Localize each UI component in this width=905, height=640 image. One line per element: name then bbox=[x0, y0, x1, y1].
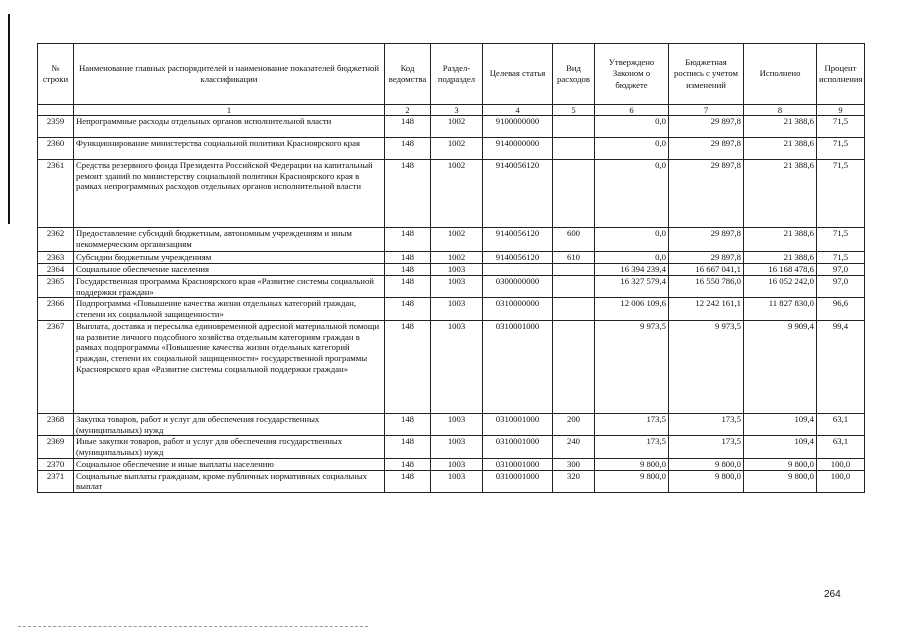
target-article: 0310001000 bbox=[483, 436, 553, 458]
expense-type: 300 bbox=[553, 458, 595, 470]
target-article: 0310000000 bbox=[483, 298, 553, 320]
dept-code: 148 bbox=[385, 138, 431, 160]
row-number: 2369 bbox=[38, 436, 74, 458]
target-article: 9140056120 bbox=[483, 252, 553, 264]
target-article: 9140000000 bbox=[483, 138, 553, 160]
section-code: 1003 bbox=[431, 264, 483, 276]
revised-amount: 16 667 041,1 bbox=[669, 264, 744, 276]
execution-percent: 63,1 bbox=[817, 436, 865, 458]
target-article bbox=[483, 264, 553, 276]
column-number-row bbox=[38, 105, 865, 116]
executed-amount: 21 388,6 bbox=[744, 252, 817, 264]
target-article: 9140056120 bbox=[483, 228, 553, 252]
row-number: 2367 bbox=[38, 320, 74, 413]
approved-amount: 16 394 239,4 bbox=[595, 264, 669, 276]
table-row bbox=[38, 470, 865, 492]
row-number: 2370 bbox=[38, 458, 74, 470]
row-name: Социальное обеспечение и иные выплаты населению bbox=[74, 458, 385, 470]
executed-amount: 16 168 478,6 bbox=[744, 264, 817, 276]
column-number: 3 bbox=[431, 105, 483, 116]
row-name: Иные закупки товаров, работ и услуг для обеспечения государственных (муниципальных) нужд bbox=[74, 436, 385, 458]
dept-code: 148 bbox=[385, 298, 431, 320]
execution-percent: 71,5 bbox=[817, 116, 865, 138]
approved-amount: 16 327 579,4 bbox=[595, 276, 669, 298]
executed-amount: 21 388,6 bbox=[744, 228, 817, 252]
expense-type bbox=[553, 264, 595, 276]
table-row bbox=[38, 298, 865, 320]
row-number: 2363 bbox=[38, 252, 74, 264]
approved-amount: 0,0 bbox=[595, 116, 669, 138]
section-code: 1002 bbox=[431, 138, 483, 160]
row-name: Социальные выплаты гражданам, кроме публичных нормативных социальных выплат bbox=[74, 470, 385, 492]
revised-amount: 12 242 161,1 bbox=[669, 298, 744, 320]
revised-amount: 29 897,8 bbox=[669, 160, 744, 228]
row-name: Выплата, доставка и пересылка единовременной адресной материальной помощи на развитие личного подсобного хозяйства отдельным категориям граждан в рамках подпрограммы «Повышение качества жизни отдельных категорий граждан, степени их социальной защищенности» государственной программы Красноярского края «Развитие системы социальной поддержки граждан» bbox=[74, 320, 385, 413]
approved-amount: 9 800,0 bbox=[595, 458, 669, 470]
revised-amount: 9 800,0 bbox=[669, 470, 744, 492]
expense-type bbox=[553, 276, 595, 298]
executed-amount: 9 800,0 bbox=[744, 458, 817, 470]
execution-percent: 71,5 bbox=[817, 160, 865, 228]
approved-amount: 0,0 bbox=[595, 138, 669, 160]
table-row bbox=[38, 116, 865, 138]
target-article: 0310001000 bbox=[483, 470, 553, 492]
dept-code: 148 bbox=[385, 116, 431, 138]
expense-type bbox=[553, 138, 595, 160]
execution-percent: 100,0 bbox=[817, 458, 865, 470]
target-article: 0310001000 bbox=[483, 413, 553, 435]
target-article: 0310001000 bbox=[483, 320, 553, 413]
column-number: 9 bbox=[817, 105, 865, 116]
expense-type bbox=[553, 298, 595, 320]
target-article: 9100000000 bbox=[483, 116, 553, 138]
execution-percent: 96,6 bbox=[817, 298, 865, 320]
revised-amount: 173,5 bbox=[669, 413, 744, 435]
execution-percent: 71,5 bbox=[817, 228, 865, 252]
revised-amount: 29 897,8 bbox=[669, 252, 744, 264]
table-row bbox=[38, 413, 865, 435]
header-executed: Исполнено bbox=[744, 44, 817, 105]
row-name: Государственная программа Красноярского края «Развитие системы социальной поддержки граждан» bbox=[74, 276, 385, 298]
row-name: Предоставление субсидий бюджетным, автономным учреждениям и иным некоммерческим организациям bbox=[74, 228, 385, 252]
execution-percent: 99,4 bbox=[817, 320, 865, 413]
column-number: 7 bbox=[669, 105, 744, 116]
header-section: Раздел-подраздел bbox=[431, 44, 483, 105]
target-article: 0300000000 bbox=[483, 276, 553, 298]
target-article: 9140056120 bbox=[483, 160, 553, 228]
dept-code: 148 bbox=[385, 413, 431, 435]
revised-amount: 29 897,8 bbox=[669, 116, 744, 138]
executed-amount: 21 388,6 bbox=[744, 138, 817, 160]
executed-amount: 9 800,0 bbox=[744, 470, 817, 492]
expense-type bbox=[553, 160, 595, 228]
executed-amount: 11 827 830,0 bbox=[744, 298, 817, 320]
executed-amount: 9 909,4 bbox=[744, 320, 817, 413]
column-number: 8 bbox=[744, 105, 817, 116]
row-number: 2365 bbox=[38, 276, 74, 298]
row-number: 2368 bbox=[38, 413, 74, 435]
expense-type: 600 bbox=[553, 228, 595, 252]
row-name: Средства резервного фонда Президента Российской Федерации на капитальный ремонт зданий по министерству социальной политики Красноярского края в рамках непрограммных расходов отдельных органов исполнительной власти bbox=[74, 160, 385, 228]
table-row bbox=[38, 138, 865, 160]
column-number bbox=[38, 105, 74, 116]
row-name: Социальное обеспечение населения bbox=[74, 264, 385, 276]
expense-type bbox=[553, 116, 595, 138]
section-code: 1003 bbox=[431, 276, 483, 298]
dept-code: 148 bbox=[385, 264, 431, 276]
table-row bbox=[38, 252, 865, 264]
revised-amount: 9 973,5 bbox=[669, 320, 744, 413]
row-number: 2371 bbox=[38, 470, 74, 492]
executed-amount: 21 388,6 bbox=[744, 116, 817, 138]
approved-amount: 173,5 bbox=[595, 436, 669, 458]
dept-code: 148 bbox=[385, 276, 431, 298]
row-number: 2361 bbox=[38, 160, 74, 228]
expense-type: 240 bbox=[553, 436, 595, 458]
expense-type: 610 bbox=[553, 252, 595, 264]
column-number: 1 bbox=[74, 105, 385, 116]
header-target-article: Целевая статья bbox=[483, 44, 553, 105]
column-number: 4 bbox=[483, 105, 553, 116]
page-number: 264 bbox=[824, 589, 841, 600]
section-code: 1002 bbox=[431, 160, 483, 228]
table-header-row bbox=[38, 44, 865, 105]
dept-code: 148 bbox=[385, 458, 431, 470]
row-number: 2359 bbox=[38, 116, 74, 138]
row-name: Функционирование министерства социальной политики Красноярского края bbox=[74, 138, 385, 160]
table-row bbox=[38, 160, 865, 228]
table-row bbox=[38, 276, 865, 298]
execution-percent: 71,5 bbox=[817, 252, 865, 264]
header-expense-type: Вид расходов bbox=[553, 44, 595, 105]
dept-code: 148 bbox=[385, 436, 431, 458]
expense-type: 320 bbox=[553, 470, 595, 492]
header-revised: Бюджетная роспись с учетом изменений bbox=[669, 44, 744, 105]
budget-execution-table bbox=[37, 43, 865, 493]
section-code: 1003 bbox=[431, 470, 483, 492]
table-row bbox=[38, 320, 865, 413]
revised-amount: 9 800,0 bbox=[669, 458, 744, 470]
column-number: 6 bbox=[595, 105, 669, 116]
executed-amount: 109,4 bbox=[744, 413, 817, 435]
column-number: 2 bbox=[385, 105, 431, 116]
section-code: 1002 bbox=[431, 116, 483, 138]
table-row bbox=[38, 458, 865, 470]
execution-percent: 63,1 bbox=[817, 413, 865, 435]
dept-code: 148 bbox=[385, 470, 431, 492]
expense-type: 200 bbox=[553, 413, 595, 435]
footer-scan-line bbox=[18, 626, 368, 628]
approved-amount: 0,0 bbox=[595, 252, 669, 264]
section-code: 1003 bbox=[431, 413, 483, 435]
approved-amount: 9 800,0 bbox=[595, 470, 669, 492]
column-number: 5 bbox=[553, 105, 595, 116]
section-code: 1003 bbox=[431, 458, 483, 470]
executed-amount: 21 388,6 bbox=[744, 160, 817, 228]
section-code: 1002 bbox=[431, 252, 483, 264]
row-name: Подпрограмма «Повышение качества жизни отдельных категорий граждан, степени их социальной защищенности» bbox=[74, 298, 385, 320]
row-name: Закупка товаров, работ и услуг для обеспечения государственных (муниципальных) нужд bbox=[74, 413, 385, 435]
execution-percent: 71,5 bbox=[817, 138, 865, 160]
binding-edge-line bbox=[8, 14, 10, 224]
dept-code: 148 bbox=[385, 160, 431, 228]
executed-amount: 16 052 242,0 bbox=[744, 276, 817, 298]
table-row bbox=[38, 436, 865, 458]
section-code: 1003 bbox=[431, 298, 483, 320]
approved-amount: 12 006 109,6 bbox=[595, 298, 669, 320]
revised-amount: 29 897,8 bbox=[669, 228, 744, 252]
approved-amount: 0,0 bbox=[595, 160, 669, 228]
row-number: 2362 bbox=[38, 228, 74, 252]
table-row bbox=[38, 228, 865, 252]
section-code: 1003 bbox=[431, 320, 483, 413]
revised-amount: 29 897,8 bbox=[669, 138, 744, 160]
dept-code: 148 bbox=[385, 320, 431, 413]
row-name: Непрограммные расходы отдельных органов исполнительной власти bbox=[74, 116, 385, 138]
approved-amount: 0,0 bbox=[595, 228, 669, 252]
row-name: Субсидии бюджетным учреждениям bbox=[74, 252, 385, 264]
section-code: 1003 bbox=[431, 436, 483, 458]
expense-type bbox=[553, 320, 595, 413]
row-number: 2366 bbox=[38, 298, 74, 320]
header-name: Наименование главных распорядителей и наименование показателей бюджетной классификации bbox=[74, 44, 385, 105]
header-dept-code: Код ведомства bbox=[385, 44, 431, 105]
header-percent: Процент исполнения bbox=[817, 44, 865, 105]
header-row-number: № строки bbox=[38, 44, 74, 105]
executed-amount: 109,4 bbox=[744, 436, 817, 458]
table-row bbox=[38, 264, 865, 276]
target-article: 0310001000 bbox=[483, 458, 553, 470]
row-number: 2360 bbox=[38, 138, 74, 160]
execution-percent: 97,0 bbox=[817, 264, 865, 276]
approved-amount: 9 973,5 bbox=[595, 320, 669, 413]
header-approved: Утверждено Законом о бюджете bbox=[595, 44, 669, 105]
revised-amount: 173,5 bbox=[669, 436, 744, 458]
row-number: 2364 bbox=[38, 264, 74, 276]
dept-code: 148 bbox=[385, 228, 431, 252]
revised-amount: 16 550 786,0 bbox=[669, 276, 744, 298]
execution-percent: 97,0 bbox=[817, 276, 865, 298]
approved-amount: 173,5 bbox=[595, 413, 669, 435]
section-code: 1002 bbox=[431, 228, 483, 252]
dept-code: 148 bbox=[385, 252, 431, 264]
execution-percent: 100,0 bbox=[817, 470, 865, 492]
